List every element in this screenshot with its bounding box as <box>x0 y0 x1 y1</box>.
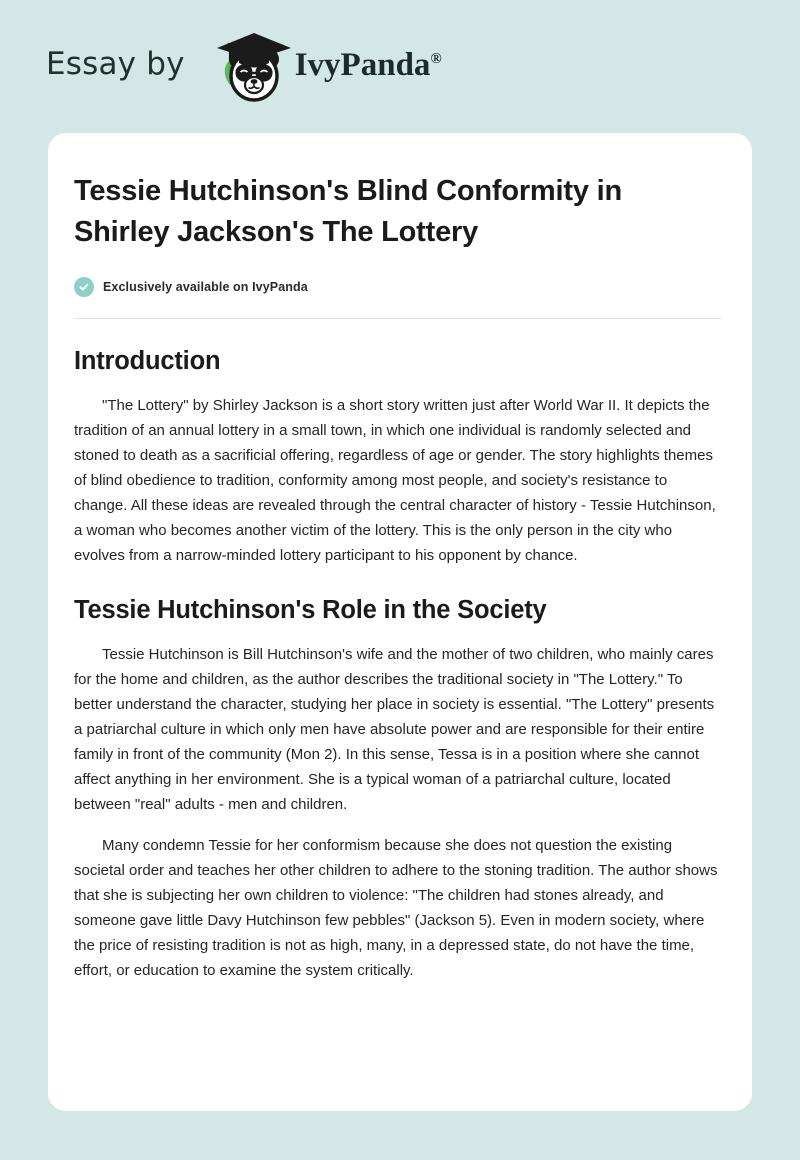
brand-name-text: IvyPanda <box>294 47 431 83</box>
section-heading-tessie-role: Tessie Hutchinson's Role in the Society <box>74 596 547 624</box>
exclusive-availability-label: Exclusively available on IvyPanda <box>103 280 308 294</box>
registered-mark: ® <box>430 51 442 67</box>
header-divider <box>74 318 722 319</box>
brand-wordmark <box>295 49 442 84</box>
brand-header <box>0 0 800 133</box>
check-circle-icon <box>74 277 94 297</box>
brand-logo[interactable] <box>203 27 442 107</box>
panda-graduate-logo-icon <box>203 27 299 107</box>
page-title: Tessie Hutchinson's Blind Conformity in Shirley Jackson's The Lottery <box>74 175 622 248</box>
essay-by-label: Essay by <box>46 46 185 82</box>
status-badge <box>74 277 722 297</box>
section-paragraph: Tessie Hutchinson is Bill Hutchinson's wife and the mother of two children, who mainly cares for the home and children, as the author describes the traditional society in "The Lottery." To better understand the character, studying her place in society is essential. "The Lottery" presents a patriarchal culture in which only men have absolute power and are responsible for their entire family in front of the community (Mon 2). In this sense, Tessa is in a position where she cannot affect anything in her environment. She is a typical woman of a patriarchal culture, located between "real" adults - men and children. <box>74 646 715 813</box>
section-paragraph: "The Lottery" by Shirley Jackson is a short story written just after World War II. It depicts the tradition of an annual lottery in a small town, in which one individual is randomly selected and stoned to death as a sacrificial offering, regardless of age or gender. The story highlights themes of blind obedience to tradition, conformity among most people, and society's resistance to change. All these ideas are revealed through the central character of history - Tessie Hutchinson, a woman who becomes another victim of the lottery. This is the only person in the city who evolves from a narrow-minded lottery participant to his opponent by chance. <box>74 397 716 564</box>
article-card <box>48 133 752 1111</box>
section-paragraph: Many condemn Tessie for her conformism because she does not question the existing societal order and teaches her other children to adhere to the stoning tradition. The author shows that she is subjecting her own children to violence: "The children had stones already, and someone gave little Davy Hutchinson few pebbles" (Jackson 5). Even in modern society, where the price of resisting tradition is not as high, many, in a depressed state, do not have the time, effort, or education to examine the system critically. <box>74 837 718 979</box>
section-heading-introduction: Introduction <box>74 347 221 375</box>
card-bottom-spacer <box>74 983 722 1023</box>
